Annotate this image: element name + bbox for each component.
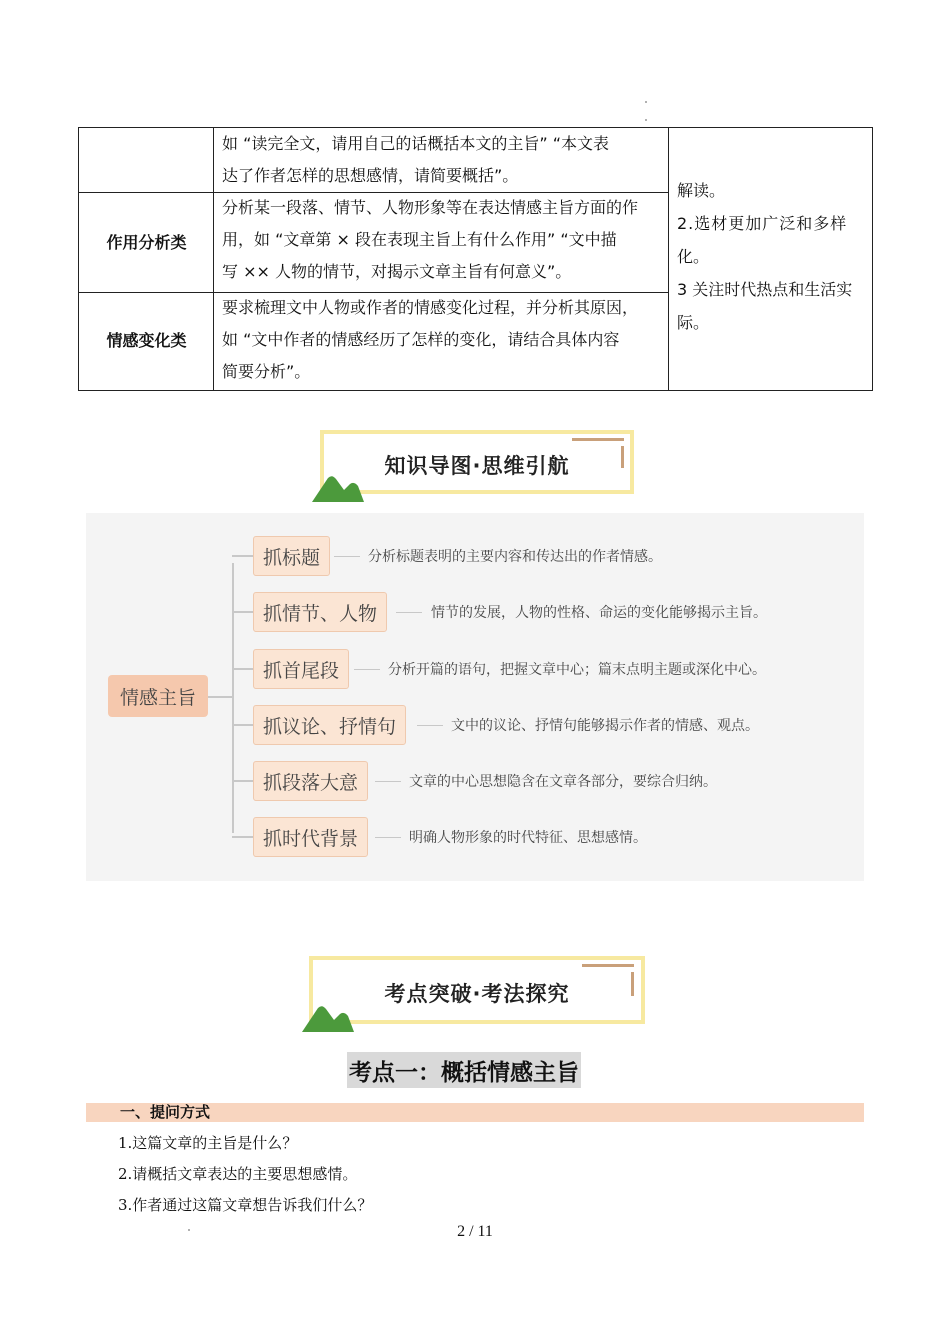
scan-dot (645, 101, 647, 103)
table-cell-line: 分析某一段落、情节、人物形象等在表达情感主旨方面的作 (222, 198, 639, 217)
table-cell-line: 要求梳理文中人物或作者的情感变化过程，并分析其原因， (222, 298, 639, 317)
mindmap-leaf: 情节的发展，人物的性格、命运的变化能够揭示主旨。 (431, 605, 767, 621)
section-title: 考点一：概括情感主旨 (347, 1052, 581, 1088)
mindmap-leaf: 文章的中心思想隐含在文章各部分，要综合归纳。 (409, 774, 717, 790)
banner-deco-line (572, 438, 624, 441)
table-cell-line: 用，如 “文章第 × 段在表现主旨上有什么作用” “文中描 (222, 230, 617, 249)
banner-title: 考点突破·考法探究 (384, 982, 570, 1006)
table-cell-line: 简要分析”。 (222, 362, 311, 381)
mind-map (86, 513, 864, 881)
mindmap-connector (354, 669, 380, 670)
banner-deco-line (582, 964, 634, 967)
mindmap-node: 抓议论、抒情句 (253, 705, 406, 745)
mindmap-node: 抓情节、人物 (253, 592, 387, 632)
banner-deco-line (621, 446, 624, 468)
mindmap-connector (375, 781, 401, 782)
table-cell-line: 如 “读完全文，请用自己的话概括本文的主旨” “本文表 (222, 134, 610, 153)
table-row-label: 作用分析类 (106, 233, 187, 252)
mindmap-node: 抓首尾段 (253, 649, 349, 689)
mindmap-leaf: 分析开篇的语句，把握文章中心；篇末点明主题或深化中心。 (388, 662, 766, 678)
scan-dot (645, 119, 647, 121)
mindmap-leaf: 分析标题表明的主要内容和传达出的作者情感。 (368, 549, 662, 565)
mindmap-connector (396, 612, 422, 613)
section-banner-exam (300, 954, 650, 1032)
table-row-content (222, 292, 638, 388)
mindmap-root: 情感主旨 (108, 675, 208, 717)
mountain-icon (300, 1002, 354, 1032)
mindmap-connector (375, 837, 401, 838)
mindmap-connector (334, 556, 360, 557)
mindmap-connector (232, 611, 254, 613)
table-row-label: 情感变化类 (106, 331, 187, 350)
table-side-notes (677, 174, 869, 339)
table-row-content (222, 128, 609, 192)
table-cell-line: 写 ×× 人物的情节，对揭示文章主旨有何意义”。 (222, 262, 572, 281)
question-item: 1.这篇文章的主旨是什么？ (118, 1134, 298, 1152)
mindmap-connector (232, 563, 234, 833)
mountain-icon (310, 472, 364, 502)
mindmap-leaf: 明确人物形象的时代特征、思想感情。 (409, 830, 647, 846)
page-number: 2 / 11 (457, 1223, 493, 1240)
side-note-line: 解读。 (677, 181, 726, 200)
mindmap-connector (232, 780, 254, 782)
mindmap-connector (417, 725, 443, 726)
side-note-line: 化。 (677, 247, 710, 266)
side-note-line: 际。 (677, 313, 710, 332)
banner-deco-line (631, 972, 634, 996)
table-cell-line: 如 “文中作者的情感经历了怎样的变化，请结合具体内容 (222, 330, 620, 349)
mindmap-connector (232, 555, 254, 557)
mindmap-node: 抓标题 (253, 536, 330, 576)
mindmap-leaf: 文中的议论、抒情句能够揭示作者的情感、观点。 (451, 718, 759, 734)
side-note-line: 2.选材更加广泛和多样 (677, 214, 848, 233)
mindmap-connector (232, 724, 254, 726)
mindmap-connector (208, 696, 232, 698)
mindmap-connector (232, 836, 254, 838)
mindmap-node: 抓时代背景 (253, 817, 368, 857)
subheading-bar (86, 1103, 864, 1122)
banner-title: 知识导图·思维引航 (384, 454, 570, 478)
section-banner-mindmap (310, 428, 640, 502)
question-item: 2.请概括文章表达的主要思想感情。 (118, 1165, 358, 1183)
mindmap-connector (232, 668, 254, 670)
table-cell-line: 达了作者怎样的思想感情，请简要概括”。 (222, 166, 519, 185)
table-col-divider (668, 128, 669, 390)
table-row-content (222, 192, 638, 288)
side-note-line: 3 关注时代热点和生活实 (677, 280, 853, 299)
mindmap-node: 抓段落大意 (253, 761, 368, 801)
question-item: 3.作者通过这篇文章想告诉我们什么？ (118, 1196, 373, 1214)
subheading: 一、提问方式 (120, 1103, 211, 1121)
question-type-table (78, 127, 873, 391)
